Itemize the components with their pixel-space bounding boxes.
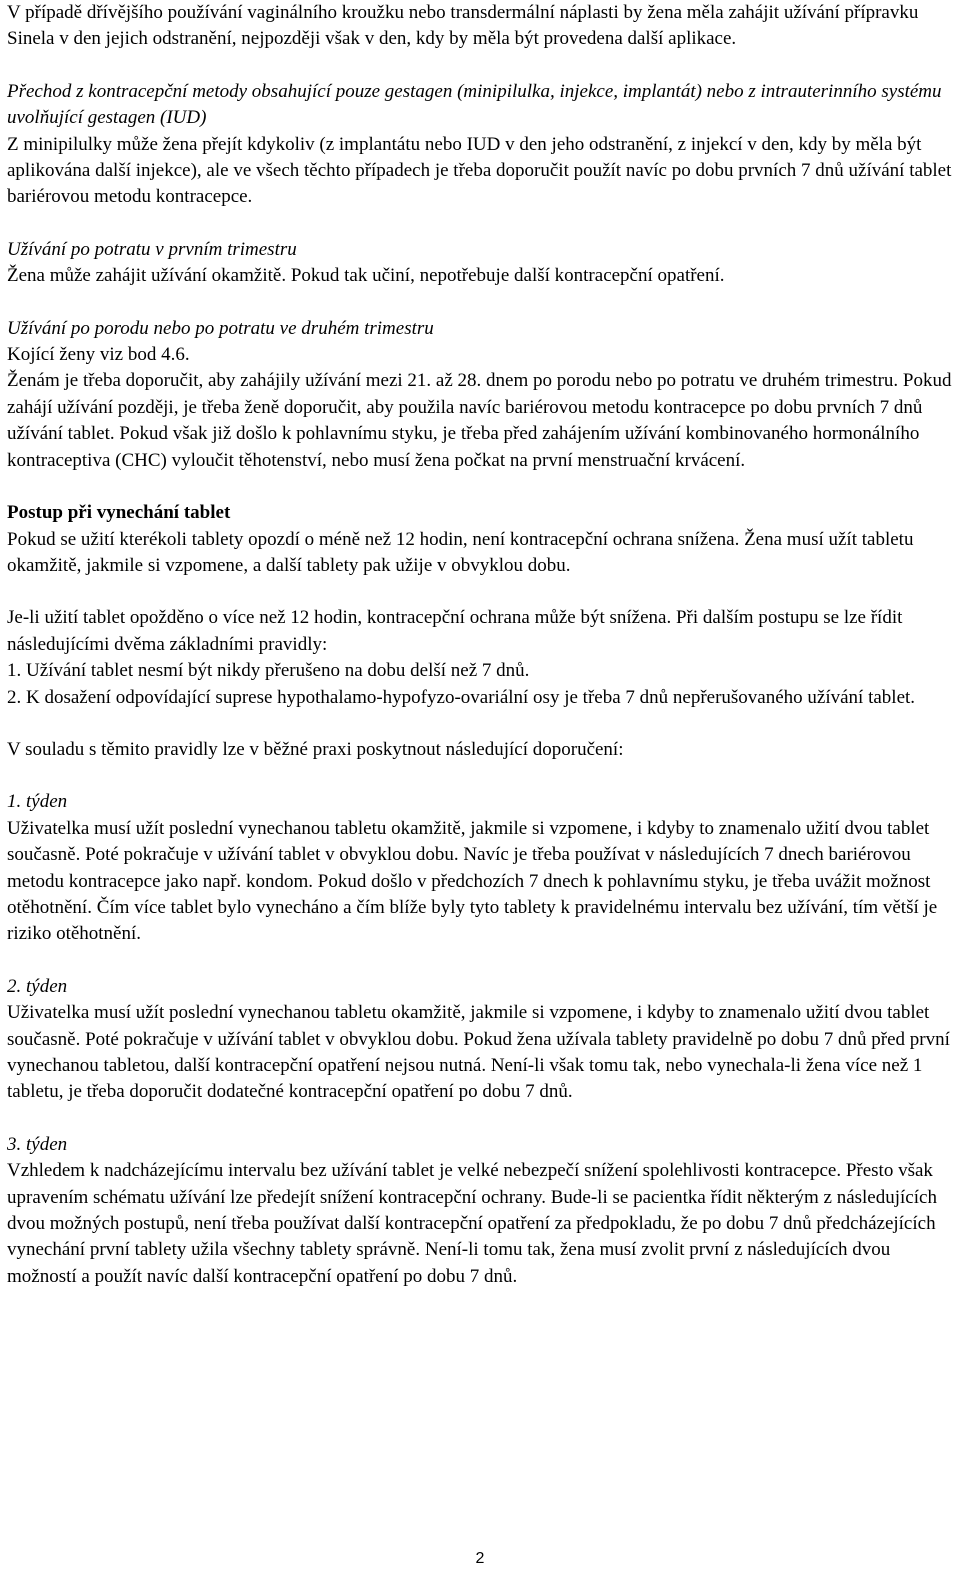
week-1-paragraph: Uživatelka musí užít poslední vynechanou tabletu okamžitě, jakmile si vzpomene, i kdyby to znamenalo užití dvou tablet současně. Poté pokračuje v užívání tablet v obvyklou dobu. Navíc je třeba používat v následujících 7 dnech bariérovou metodu kontracepce jako např. kondom. Pokud došlo v předchozích 7 dnech k pohlavnímu styku, je třeba uvážit možnost otěhotnění. Čím více tablet bylo vynecháno a čím blíže byly tyto tablety k pravidelnému intervalu bez užívání, tím větší je riziko otěhotnění. bbox=[7, 817, 938, 945]
first-trimester-heading: Užívání po potratu v prvním trimestru bbox=[7, 238, 297, 260]
week-1-heading: 1. týden bbox=[7, 791, 68, 813]
gestagen-heading: Přechod z kontracepční metody obsahující pouze gestagen (minipilulka, injekce, implantát) nebo z intrauterinního systému uvolňující gestagen (IUD) bbox=[7, 80, 942, 129]
rule-2: 2. K dosažení odpovídající suprese hypothalamo-hypofyzo-ovariální osy je třeba 7 dnů nepřerušovaného užívání tablet. bbox=[7, 686, 916, 708]
gestagen-paragraph: Z minipilulky může žena přejít kdykoliv (z implantátu nebo IUD v den jeho odstranění, z injekcí v den, kdy by měla být aplikována další injekce), ale ve všech těchto případech je třeba doporučit použít navíc po dobu prvních 7 dnů užívání tablet bariérovou metodu kontracepce. bbox=[7, 133, 952, 208]
postpartum-breastfeeding-note: Kojící ženy viz bod 4.6. bbox=[7, 344, 190, 366]
missed-tablets-paragraph: Pokud se užití kterékoli tablety opozdí o méně než 12 hodin, není kontracepční ochrana snížena. Žena musí užít tabletu okamžitě, jakmile si vzpomene, a další tablety pak užije v obvyklou dobu. bbox=[7, 528, 914, 576]
recommendations-paragraph: V souladu s těmito pravidly lze v běžné praxi poskytnout následující doporučení: bbox=[7, 738, 624, 760]
postpartum-paragraph: Ženám je třeba doporučit, aby zahájily užívání mezi 21. až 28. dnem po porodu nebo po potratu ve druhém trimestru. Pokud zahájí užívání později, je třeba ženě doporučit, aby použila navíc bariérovou metodu kontracepce po dobu prvních 7 dnů užívání tablet. Pokud však již došlo k pohlavnímu styku, je třeba před zahájením užívání kombinovaného hormonálního kontraceptiva (CHC) vyloučit těhotenství, nebo musí žena počkat na první menstruační krvácení. bbox=[7, 370, 952, 471]
week-2-paragraph: Uživatelka musí užít poslední vynechanou tabletu okamžitě, jakmile si vzpomene, i kdyby to znamenalo užití dvou tablet současně. Poté pokračuje v užívání tablet v obvyklou dobu. Pokud žena užívala tablety pravidelně po dobu 7 dnů před první vynechanou tabletou, další kontracepční opatření nejsou nutná. Není-li však tomu tak, nebo vynechala-li žena více než 1 tabletu, je třeba doporučit dodatečné kontracepční opatření po dobu 7 dnů. bbox=[7, 1002, 950, 1103]
first-trimester-paragraph: Žena může zahájit užívání okamžitě. Pokud tak učiní, nepotřebuje další kontracepční opatření. bbox=[7, 265, 725, 287]
document-page bbox=[7, 0, 955, 1290]
missed-tablets-heading: Postup při vynechání tablet bbox=[7, 502, 231, 524]
rules-intro: Je-li užití tablet opožděno o více než 12 hodin, kontracepční ochrana může být snížena. Při dalším postupu se lze řídit následujícími dvěma základními pravidly: bbox=[7, 607, 903, 655]
rule-1: 1. Užívání tablet nesmí být nikdy přerušeno na dobu delší než 7 dnů. bbox=[7, 660, 530, 682]
week-2-heading: 2. týden bbox=[7, 975, 68, 997]
week-3-heading: 3. týden bbox=[7, 1133, 68, 1155]
postpartum-heading: Užívání po porodu nebo po potratu ve druhém trimestru bbox=[7, 317, 434, 339]
week-3-paragraph: Vzhledem k nadcházejícímu intervalu bez užívání tablet je velké nebezpečí snížení spolehlivosti kontracepce. Přesto však upravením schématu užívání lze předejít snížení kontracepční ochrany. Bude-li se pacientka řídit některým z následujících dvou možných postupů, není třeba používat další kontracepční opatření za předpokladu, že po dobu 7 dnů předcházejících vynechání první tablety užila všechny tablety správně. Není-li tomu tak, žena musí zvolit první z následujících dvou možností a použít navíc další kontracepční opatření po dobu 7 dnů. bbox=[7, 1160, 937, 1287]
intro-paragraph: V případě dřívějšího používání vaginálního kroužku nebo transdermální náplasti by žena měla zahájit užívání přípravku Sinela v den jejich odstranění, nejpozději však v den, kdy by měla být provedena další aplikace. bbox=[7, 2, 919, 50]
page-number: 2 bbox=[475, 1550, 485, 1567]
